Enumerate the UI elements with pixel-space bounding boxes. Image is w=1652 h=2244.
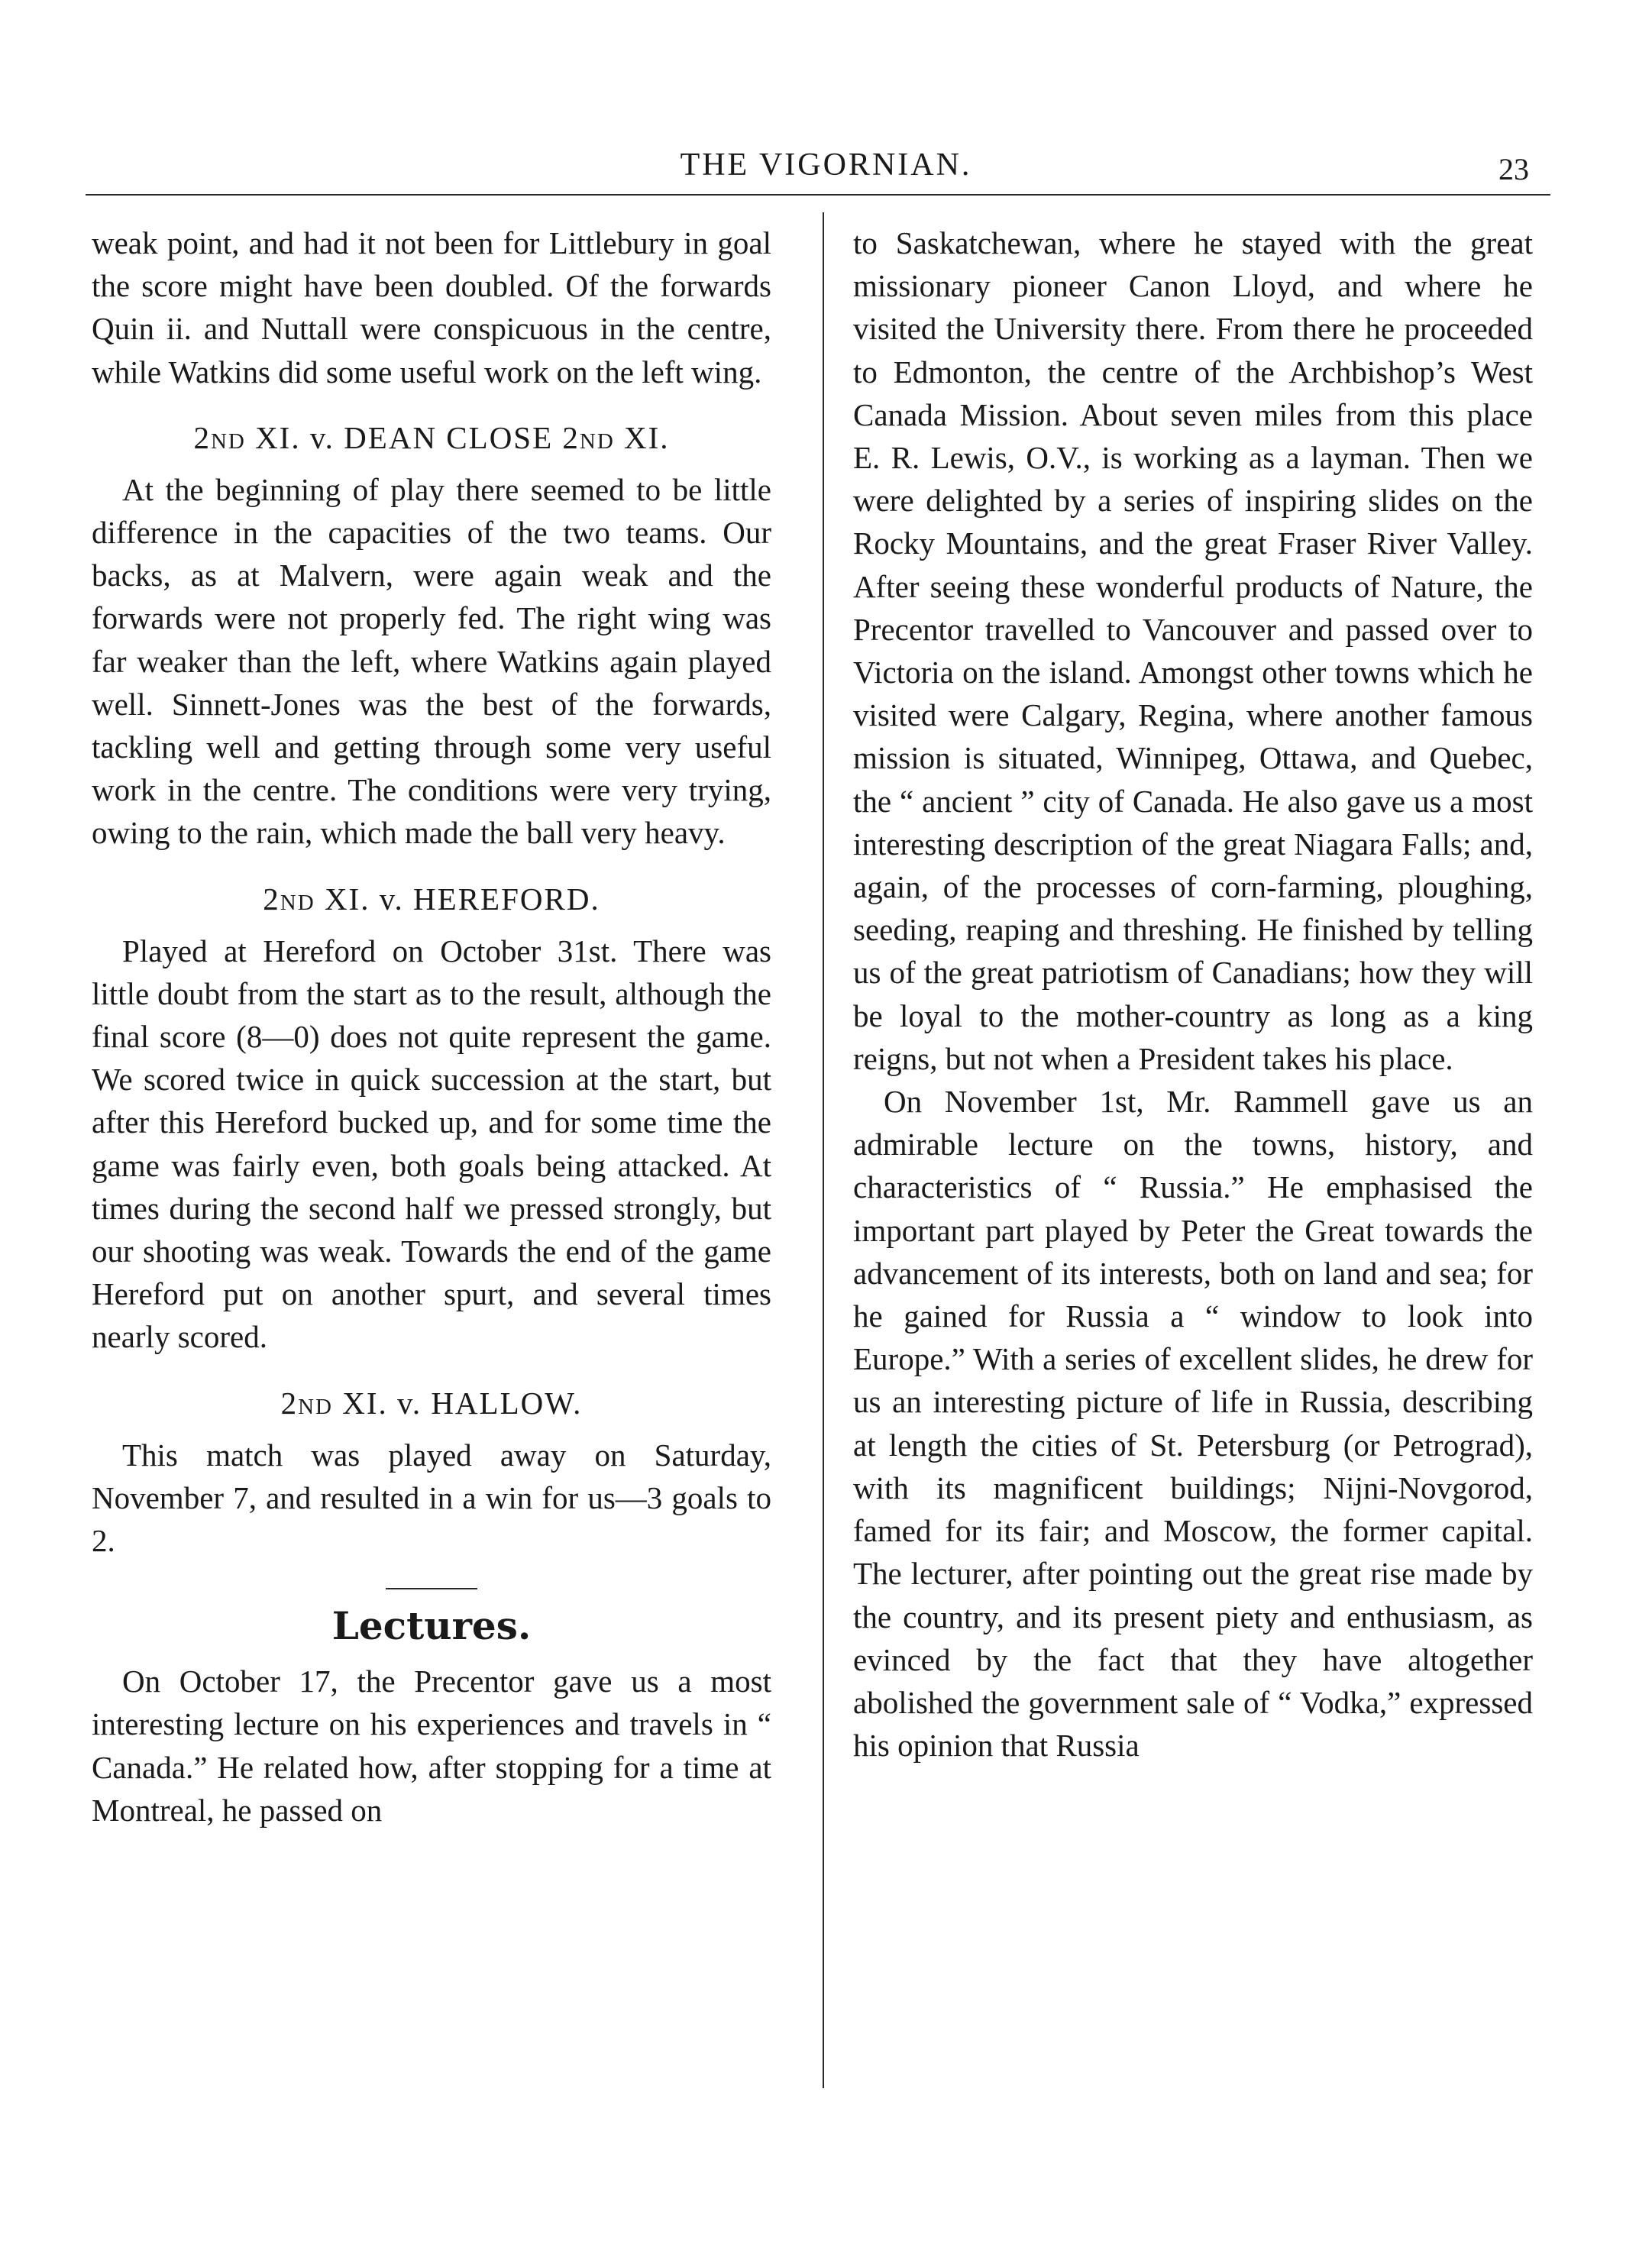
paragraph-canada-continued: to Saskatchewan, where he stayed with the great missionary pioneer Canon Lloyd, and where he visited the University there. From there he proceeded to Edmonton, the centre of the Archbishop’s West Canada Mission. About seven miles from this place E. R. Lewis, O.V., is working as a layman. Then we were delighted by a series of inspiring slides on the Rocky Mountains, and the great Fraser River Valley. After seeing these wonderful products of Nature, the Precentor travelled to Vancouver and passed over to Victoria on the island. Amongst other towns which he visited were Calgary, Regina, where another famous mission is situated, Winnipeg, Ottawa, and Quebec, the “ ancient ” city of Canada. He also gave us a most interesting description of the great Niagara Falls; and, again, of the processes of corn-farming, ploughing, seeding, reaping and threshing. He finished by telling us of the great patriotism of Canadians; how they will be loyal to the mother-country as long as a king reigns, but not when a President takes his place. [853,225,1533,1076]
heading-prefix: 2nd [280,1385,333,1421]
heading-hallow [92,1382,771,1424]
heading-prefix: 2nd [193,419,246,455]
header-rule [86,194,1550,196]
heading-prefix-2: 2nd [562,419,615,455]
section-rule [386,1588,477,1589]
running-header-title: THE VIGORNIAN. [680,147,972,183]
paragraph-football-continued: weak point, and had it not been for Littlebury in goal the score might have been doubled. Of the forwards Quin ii. and Nuttall were conspicuous in the centre, while Watkins did some useful work on the left wing. [92,225,771,390]
right-column [853,221,1533,1767]
paragraph-lecture-russia: On November 1st, Mr. Rammell gave us an admirable lecture on the towns, history, and characteristics of “ Russia.” He emphasised the important part played by Peter the Great towards the advancement of its interests, both on land and sea; for he gained for Russia a “ window to look into Europe.” With a series of excellent slides, he drew for us an interesting picture of life in Russia, describing at length the cities of St. Petersburg (or Petrograd), with its magnificent buildings; Nijni-Novgorod, famed for its fair; and Moscow, the former capital. The lecturer, after pointing out the great rise made by the country, and its present piety and enthusiasm, as evinced by the fact that they have altogether abolished the government sale of “ Vodka,” expressed his opinion that Russia [853,1084,1533,1764]
column-divider [823,212,824,2088]
heading-hereford [92,878,771,920]
page-number: 23 [1498,152,1529,186]
heading-main: XI. v. DEAN CLOSE [255,419,554,455]
paragraph-lecture-canada: On October 17, the Precentor gave us a most interesting lecture on his experiences and travels in “ Canada.” He related how, after stopping for a time at Montreal, he passed on [92,1664,771,1828]
paragraph-dean-close: At the beginning of play there seemed to be little difference in the capacities of the two teams. Our backs, as at Malvern, were again weak and the forwards were not properly fed. The right wing was far weaker than the left, where Watkins again played well. Sinnett-Jones was the best of the forwards, tackling well and getting through some very useful work in the centre. The conditions were very trying, owing to the rain, which made the ball very heavy. [92,471,771,851]
left-column [92,221,771,1832]
paragraph-hallow: This match was played away on Saturday, November 7, and resulted in a win for us—3 goals to 2. [92,1437,771,1559]
heading-main: XI. v. HALLOW. [342,1385,583,1421]
heading-end: XI. [624,419,670,455]
heading-dean-close [92,416,771,459]
section-title-lectures: Lectures. [331,1603,532,1649]
paragraph-hereford: Played at Hereford on October 31st. There was little doubt from the start as to the result, although the final score (8—0) does not quite represent the game. We scored twice in quick succession at the start, but after this Hereford bucked up, and for some time the game was fairly even, both goals being attacked. At times during the second half we pressed strongly, but our shooting was weak. Towards the end of the game Hereford put on another spurt, and several times nearly scored. [92,933,771,1355]
heading-prefix: 2nd [263,881,315,917]
heading-main: XI. v. HEREFORD. [324,881,600,917]
